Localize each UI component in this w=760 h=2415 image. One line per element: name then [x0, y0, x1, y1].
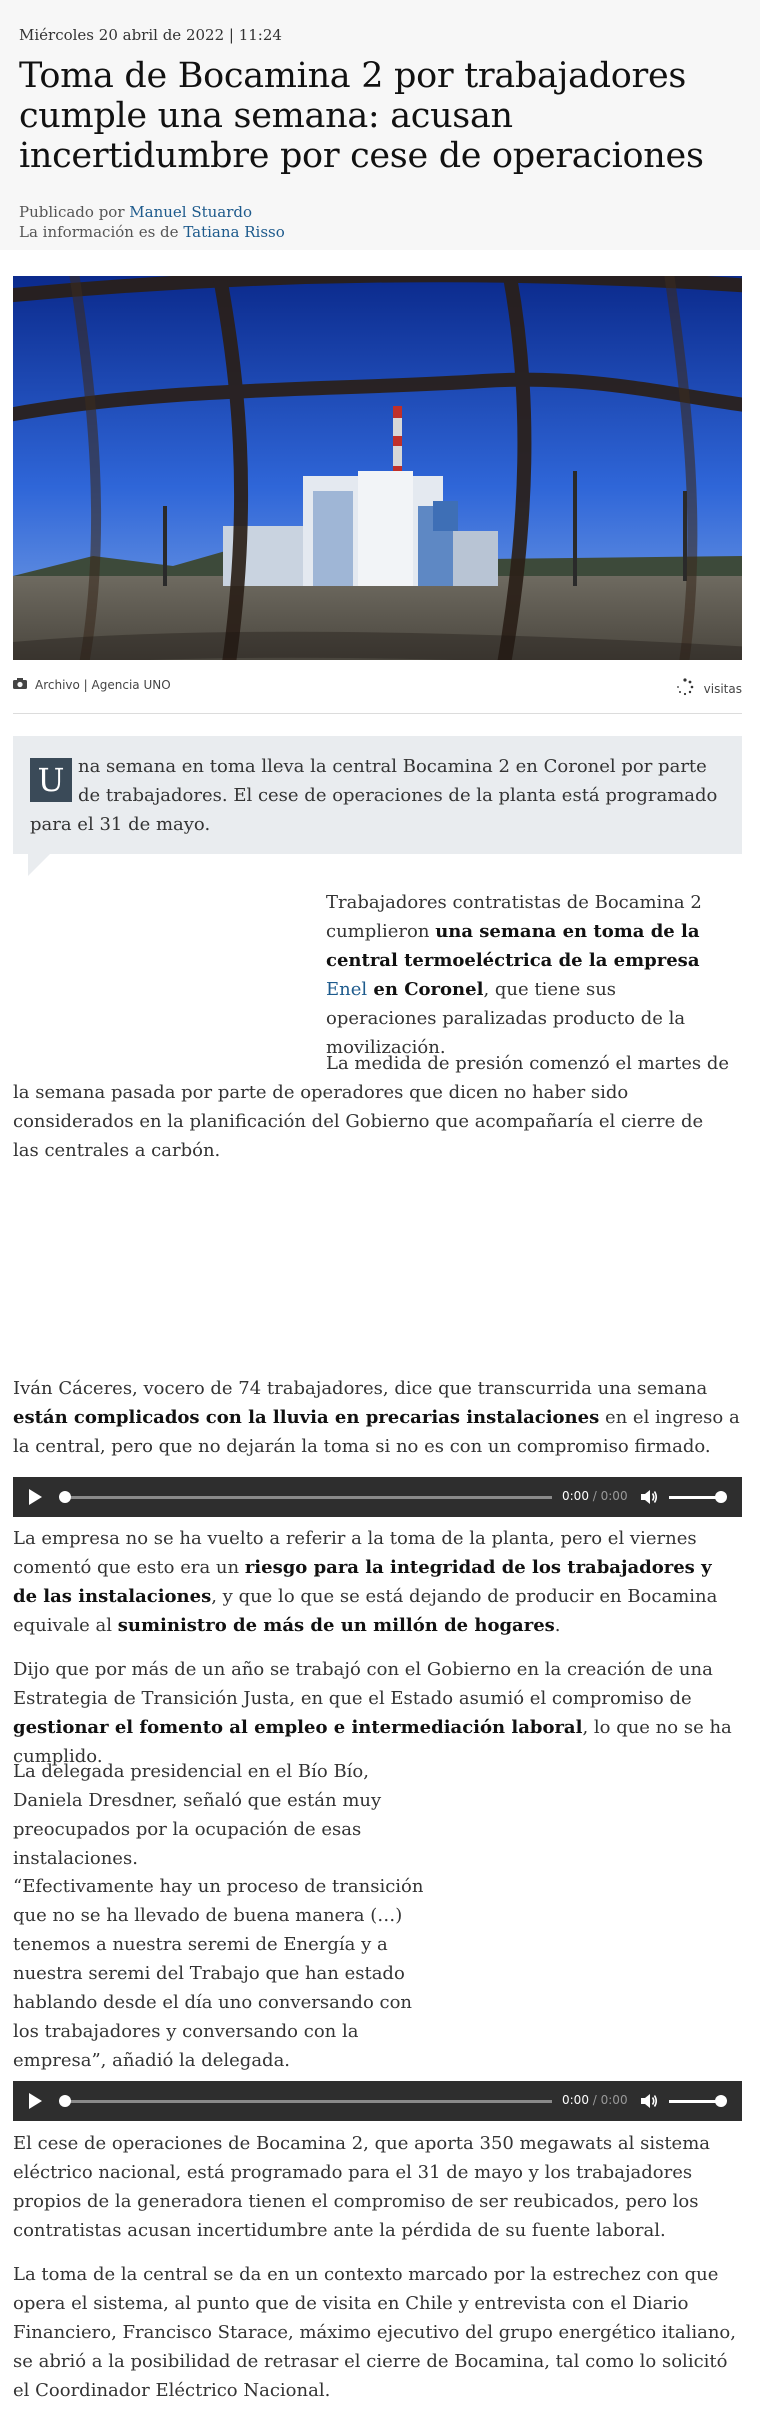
- visits-label: visitas: [703, 681, 742, 696]
- p5-text-c: , lo que no se ha cumplido.: [13, 1717, 732, 1767]
- p4-text-c: , y que lo que se está dejando de producir en Bocamina equivale al: [13, 1586, 718, 1636]
- paragraph-4: [13, 1524, 741, 1640]
- lead-box: [13, 736, 742, 854]
- audio-progress-track[interactable]: [66, 1496, 552, 1499]
- hero-photo: [13, 276, 742, 660]
- lead-text: [30, 752, 720, 839]
- caption-divider: [13, 713, 742, 714]
- p4-text-a: La empresa no se ha vuelto a referir a la toma de la planta, pero el viernes comentó que esto era un: [13, 1528, 697, 1578]
- photo-credit: Archivo | Agencia UNO: [35, 678, 171, 692]
- paragraph-6: La delegada presidencial en el Bío Bío, Daniela Dresdner, señaló que están muy preocupados por la ocupación de esas instalaciones.: [13, 1761, 382, 1869]
- paragraph-8: El cese de operaciones de Bocamina 2, que aporta 350 megawats al sistema eléctrico nacional, está programado para el 31 de mayo y los trabajadores propios de la generadora tienen el compromiso de ser reubicados, pero los contratistas acusan incertidumbre ante la pérdida de su fuente laboral.: [13, 2133, 711, 2241]
- audio-time: [562, 2093, 628, 2107]
- info-prefix: La información es de: [19, 223, 179, 241]
- audio-current-time: 0:00: [562, 2093, 589, 2107]
- published-prefix: Publicado por: [19, 203, 125, 221]
- p4-bold-d: suministro de más de un millón de hogares: [117, 1615, 555, 1636]
- photo-credit-group: [13, 678, 171, 692]
- article-byline: [19, 202, 285, 242]
- p1-text-d: , que tiene sus operaciones paralizadas producto de la movilización.: [326, 979, 686, 1058]
- power-plant-through-fence-image: [13, 276, 742, 660]
- p5-bold-b: gestionar el fomento al empleo e intermediación laboral: [13, 1717, 583, 1738]
- audio-progress-handle[interactable]: [59, 1491, 71, 1503]
- paragraph-5: [13, 1655, 741, 1771]
- loading-spinner-icon: [676, 678, 694, 699]
- paragraph-1: [326, 888, 726, 1062]
- lead-body: na semana en toma lleva la central Bocamina 2 en Coronel por parte de trabajadores. El cese de operaciones de la planta está programado para el 31 de mayo.: [30, 756, 718, 835]
- lead-box-tail: [28, 854, 50, 876]
- p3-bold-b: están complicados con la lluvia en precarias instalaciones: [13, 1407, 600, 1428]
- p1-bold-c: en Coronel: [367, 979, 484, 1000]
- lead-dropcap: U: [30, 758, 72, 802]
- photo-caption-row: [13, 674, 742, 698]
- p4-bold-b: riesgo para la integridad de los trabajadores y de las instalaciones: [13, 1557, 712, 1607]
- article-title: Toma de Bocamina 2 por trabajadores cumple una semana: acusan incertidumbre por cese de operaciones: [19, 56, 704, 176]
- paragraph-7: “Efectivamente hay un proceso de transición que no se ha llevado de buena manera (…) tenemos a nuestra seremi de Energía y a nuestra seremi del Trabajo que han estado hablando desde el día uno conversando con los trabajadores y conversando con la empresa”, añadió la delegada.: [13, 1876, 424, 2071]
- reporter-link[interactable]: Tatiana Risso: [183, 223, 285, 241]
- audio-time-separator: /: [588, 2093, 601, 2107]
- paragraph-9: La toma de la central se da en un contexto marcado por la estrechez con que opera el sistema, al punto que de visita en Chile y entrevista con el Diario Financiero, Francisco Starace, máximo ejecutivo del grupo energético italiano, se abrió a la posibilidad de retrasar el cierre de Bocamina, tal como lo solicitó el Coordinador Eléctrico Nacional.: [13, 2264, 736, 2401]
- audio-time-separator: /: [588, 1489, 601, 1503]
- audio-progress-handle[interactable]: [59, 2095, 71, 2107]
- article-dateline: Miércoles 20 abril de 2022 | 11:24: [19, 26, 282, 44]
- audio-duration: 0:00: [600, 2093, 628, 2107]
- article-header: [0, 0, 760, 250]
- enel-link[interactable]: Enel: [326, 979, 368, 1000]
- paragraph-2: La medida de presión comenzó el martes de la semana pasada por parte de operadores que dicen no haber sido considerados en la planificación del Gobierno que acompañaría el cierre de las centrales a carbón.: [13, 1053, 730, 1161]
- play-icon[interactable]: [29, 1489, 42, 1505]
- paragraph-3: [13, 1374, 741, 1461]
- volume-icon[interactable]: [640, 1489, 658, 1505]
- volume-icon[interactable]: [640, 2093, 658, 2109]
- p1-bold-b: una semana en toma de la central termoeléctrica de la empresa: [326, 921, 700, 971]
- p5-text-a: Dijo que por más de un año se trabajó con el Gobierno en la creación de una Estrategia de Transición Justa, en que el Estado asumió el compromiso de: [13, 1659, 713, 1709]
- audio-time: [562, 1489, 628, 1503]
- audio-progress-track[interactable]: [66, 2100, 552, 2103]
- volume-slider-handle[interactable]: [715, 2095, 727, 2107]
- audio-player-1: [13, 1477, 742, 1517]
- audio-player-2: [13, 2081, 742, 2121]
- camera-icon: [13, 678, 27, 692]
- play-icon[interactable]: [29, 2093, 42, 2109]
- audio-current-time: 0:00: [562, 1489, 589, 1503]
- audio-duration: 0:00: [600, 1489, 628, 1503]
- p4-text-e: .: [554, 1615, 561, 1636]
- author-link[interactable]: Manuel Stuardo: [129, 203, 253, 221]
- p3-text-a: Iván Cáceres, vocero de 74 trabajadores, dice que transcurrida una semana: [13, 1378, 708, 1399]
- volume-slider-handle[interactable]: [715, 1491, 727, 1503]
- p3-text-c: en el ingreso a la central, pero que no dejarán la toma si no es con un compromiso firmado.: [13, 1407, 740, 1457]
- p1-text-a: Trabajadores contratistas de Bocamina 2 cumplieron: [326, 892, 702, 942]
- visits-group: [676, 678, 742, 699]
